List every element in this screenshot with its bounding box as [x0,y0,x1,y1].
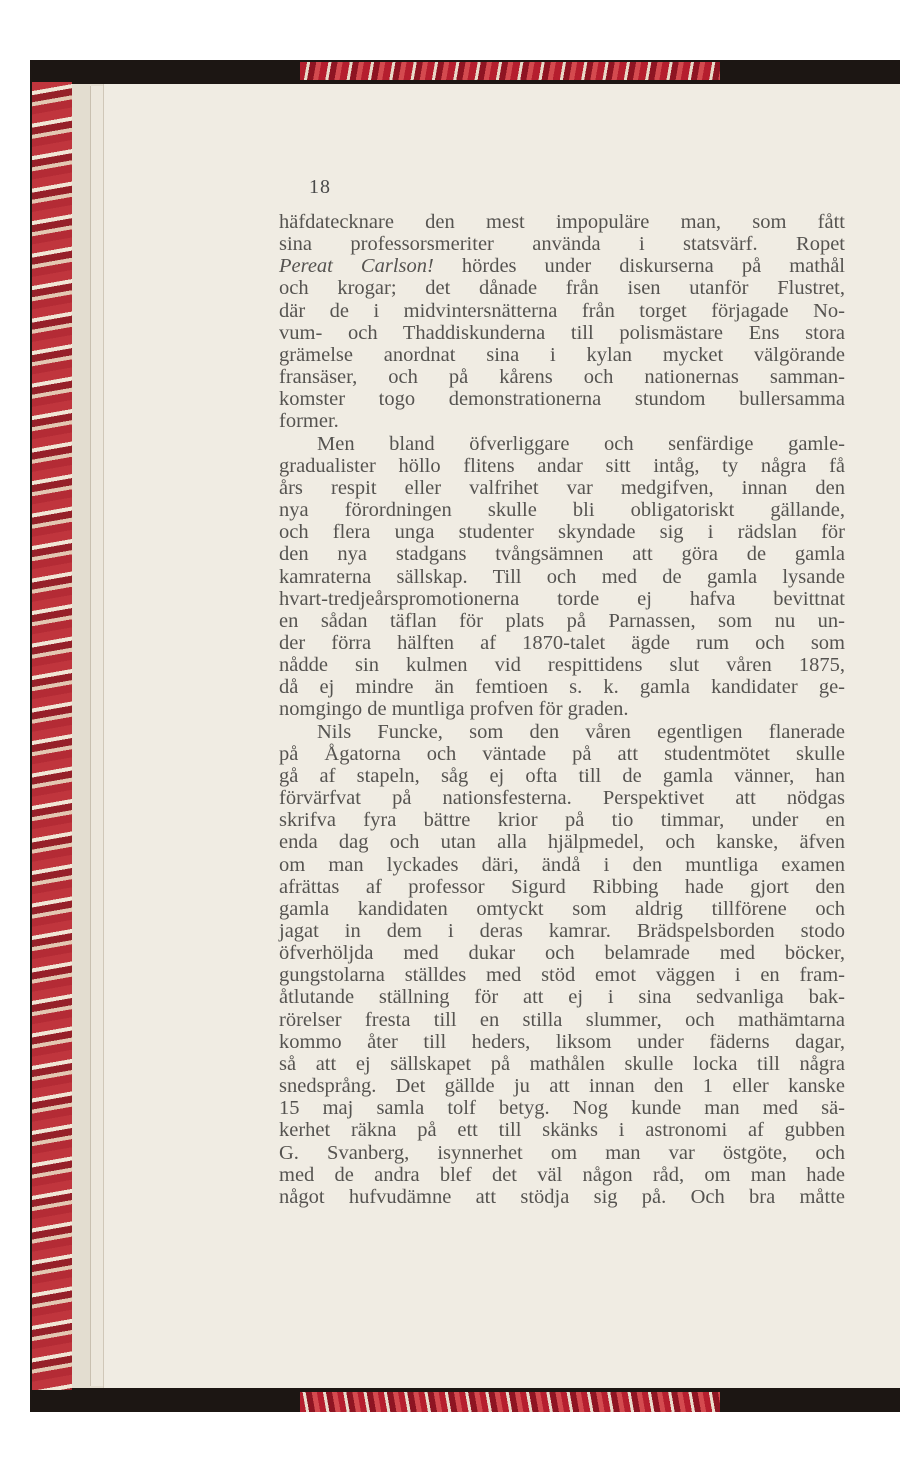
text-line: på Ågatorna och väntade på att studentmötet skulle [279,742,845,765]
text-line: så att ej sällskapet på mathålen skulle locka till några [279,1052,845,1075]
text-line: kamraterna sällskap. Till och med de gamla lysande [279,565,845,588]
text-line: nomgingo de muntliga profven för graden. [279,698,629,721]
text-line: G. Svanberg, isynnerhet om man var östgöte, och [279,1141,845,1164]
text-line: 15 maj samla tolf betyg. Nog kunde man med sä- [279,1097,845,1120]
text-line: afrättas af professor Sigurd Ribbing hade gjort den [279,875,845,898]
text-line: kerhet räkna på ett till skänks i astronomi af gubben [279,1119,845,1142]
marbled-endpaper [32,82,72,1390]
marbled-edge-bottom [300,1392,720,1412]
text-line: grämelse anordnat sina i kylan mycket välgörande [279,343,845,366]
text-line: gamla kandidaten omtyckt som aldrig tillförene och [279,897,845,920]
text-line: hvart-tredjeårspromotionerna torde ej hafva bevittnat [279,587,845,610]
text-line: vum- och Thaddiskunderna till polismästare Ens stora [279,321,845,344]
text-line: om man lyckades däri, ändå i den muntliga examen [279,853,845,876]
text-line: der förra hälften af 1870-talet ägde rum och som [279,631,845,654]
text-line: enda dag och utan alla hjälpmedel, och kanske, äfven [279,831,845,854]
page-number: 18 [309,176,331,198]
text-line: häfdatecknare den mest impopuläre man, som fått [279,211,845,233]
text-line: nådde sin kulmen vid respittidens slut våren 1875, [279,654,845,677]
text-line: Nils Funcke, som den våren egentligen flanerade [317,720,845,743]
text-line: gradualister höllo flitens andar sitt intåg, ty några få [279,454,845,477]
text-line: snedsprång. Det gällde ju att innan den 1 eller kanske [279,1075,845,1098]
text-line: där de i midvintersnätterna från torget förjagade No- [279,299,845,322]
text-line: något hufvudämne att stödja sig på. Och bra måtte [279,1185,845,1208]
text-line: års respit eller valfrihet var medgifven, innan den [279,476,845,499]
text-line: former. [279,410,339,433]
text-line: fransäser, och på kårens och nationernas samman- [279,366,845,389]
text-line: Men bland öfverliggare och senfärdige gamle- [317,432,845,455]
text-line: förvärfvat på nationsfesterna. Perspektivet att nödgas [279,787,845,810]
text-line-rest: hördes under diskurserna på mathål [433,255,845,278]
text-line: sina professorsmeriter använda i statsvärf. Ropet [279,233,845,256]
text-line: öfverhöljda med dukar och belamrade med böcker, [279,942,845,965]
text-line: den nya stadgans tvångsämnen att göra de gamla [279,543,845,566]
text-line: och flera unga studenter skyndade sig i rädslan för [279,521,845,544]
text-line: och krogar; det dånade från isen utanför Flustret, [279,277,845,300]
text-line: jagat in dem i deras kamrar. Brädspelsborden stodo [279,920,845,942]
text-line: skrifva fyra bättre krior på tio timmar, under en [279,809,845,832]
text-line: då ej mindre än femtioen s. k. gamla kandidater ge- [279,676,845,699]
text-line: med de andra blef det väl någon råd, om man hade [279,1163,845,1186]
text-line [279,255,845,277]
text-line: nya förordningen skulle bli obligatoriskt gällande, [279,499,845,522]
text-line: gungstolarna ställdes med stöd emot väggen i en fram- [279,964,845,987]
text-line: gå af stapeln, såg ej ofta till de gamla vänner, han [279,764,845,787]
italic-phrase: Pereat Carlson! [279,255,434,278]
text-line: rörelser fresta till en stilla slummer, och mathämtarna [279,1008,845,1031]
body-text [279,211,845,1208]
text-line: komster togo demonstrationerna stundom bullersamma [279,388,845,411]
marbled-edge-top [300,62,720,80]
text-line: kommo åter till heders, liksom under fäderns dagar, [279,1030,845,1053]
text-line: en sådan täflan för plats på Parnassen, som nu un- [279,609,845,632]
text-line: åtlutande ställning för att ej i sina sedvanliga bak- [279,986,845,1009]
